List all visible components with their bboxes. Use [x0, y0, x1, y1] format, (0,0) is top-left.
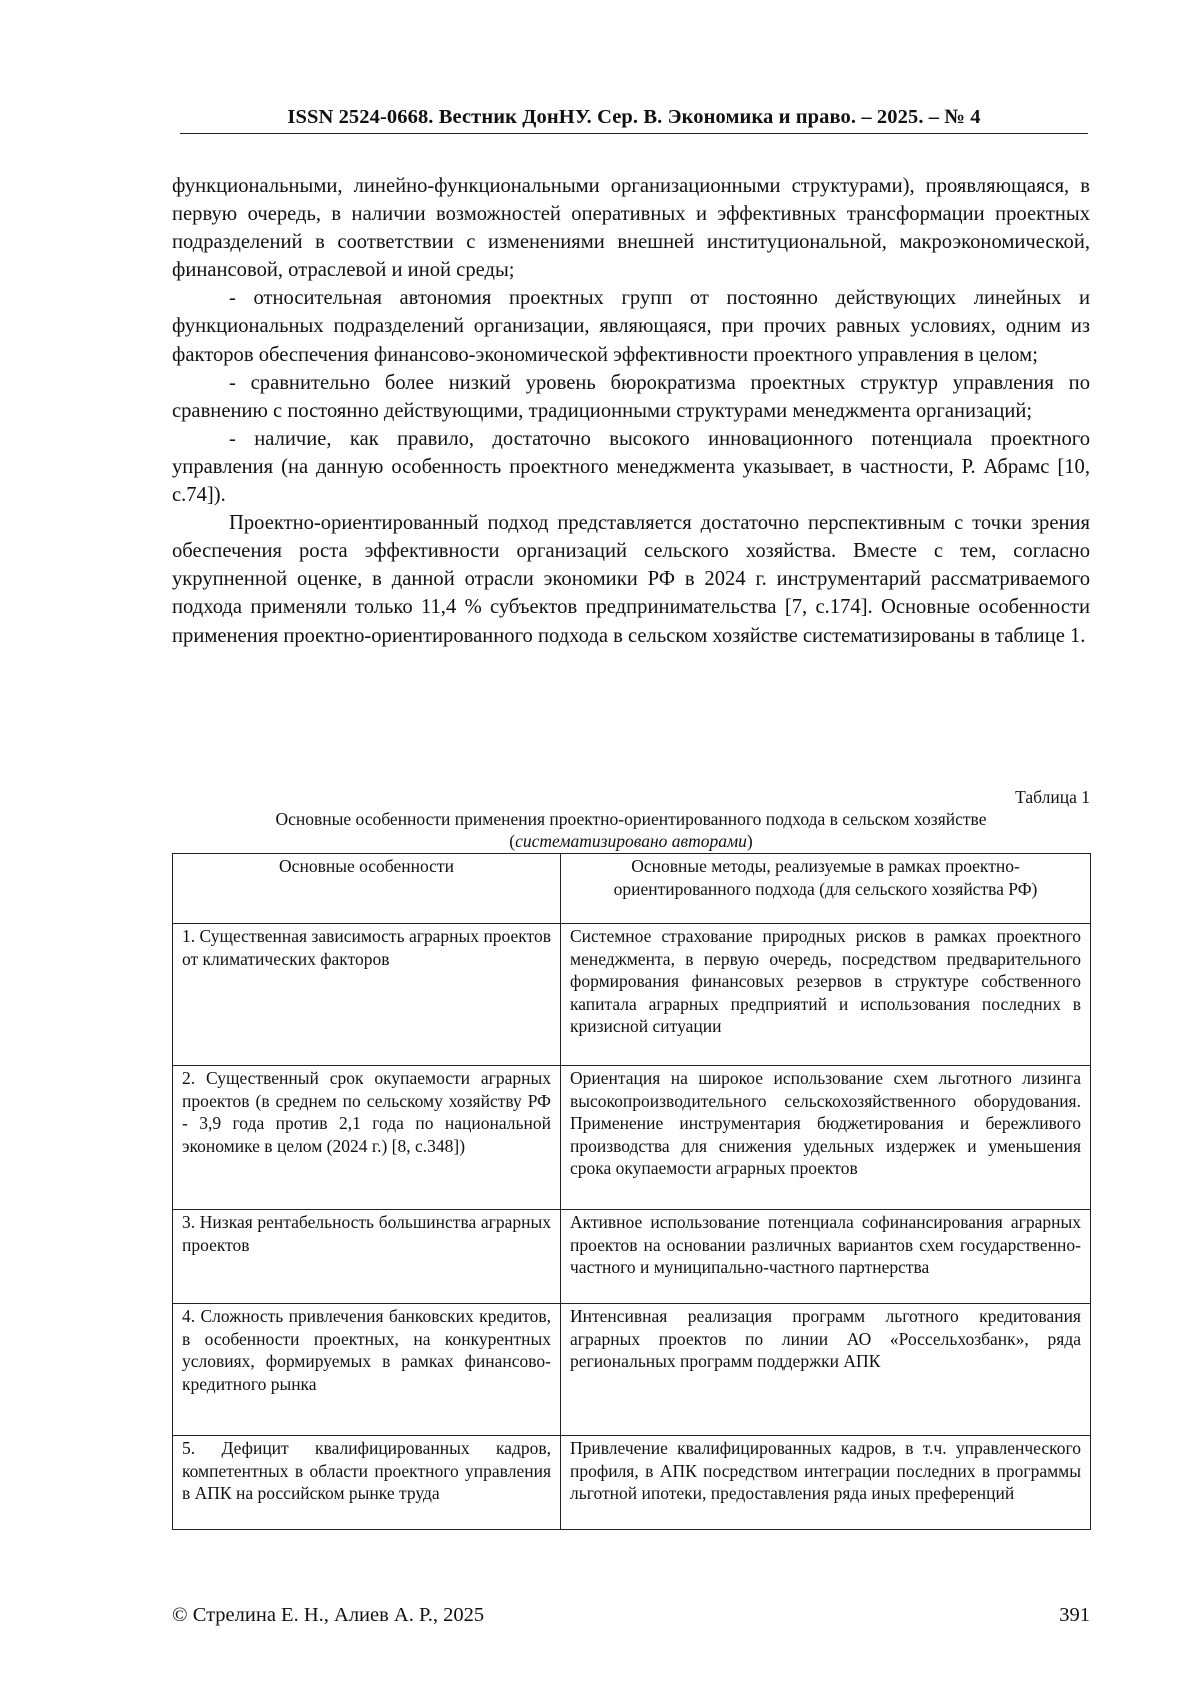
method-cell: Системное страхование природных рисков в рамках проектного менеджмента, в первую очередь, посредством предварительного формирования финансовых резервов в структуре собственного капитала аграрных предприятий и использования последних в кризисной ситуации: [561, 924, 1091, 1066]
table-row: [173, 1304, 1091, 1436]
table-row: [173, 924, 1091, 1066]
feature-cell: 5. Дефицит квалифицированных кадров, компетентных в области проектного управления в АПК на российском рынке труда: [173, 1436, 561, 1530]
header-cell-features: Основные особенности: [173, 854, 561, 924]
paragraph: Проектно-ориентированный подход представляется достаточно перспективным с точки зрения обеспечения роста эффективности организаций сельского хозяйства. Вместе с тем, согласно укрупненной оценке, в данной отрасли экономики РФ в 2024 г. инструментарий рассматриваемого подхода применяли только 11,4 % субъектов предпринимательства [7, с.174]. Основные особенности применения проектно-ориентированного подхода в сельском хозяйстве систематизированы в таблице 1.: [172, 512, 1090, 647]
copyright-text: © Стрелина Е. Н., Алиев А. Р., 2025: [172, 1604, 485, 1626]
method-cell: Привлечение квалифицированных кадров, в т.ч. управленческого профиля, в АПК посредством интеграции последних в программы льготной ипотеки, предоставления ряда иных преференций: [561, 1436, 1091, 1530]
method-cell: Ориентация на широкое использование схем льготного лизинга высокопроизводительного сельскохозяйственного оборудования. Применение инструментария бюджетирования и бережливого производства для снижения удельных издержек и уменьшения срока окупаемости аграрных проектов: [561, 1066, 1091, 1210]
feature-cell: 1. Существенная зависимость аграрных проектов от климатических факторов: [173, 924, 561, 1066]
paragraph: - сравнительно более низкий уровень бюрократизма проектных структур управления по сравнению с постоянно действующими, традиционными структурами менеджмента организаций;: [172, 371, 1090, 422]
table-caption: Основные особенности применения проектно-ориентированного подхода в сельском хозяйстве: [275, 809, 987, 829]
feature-cell: 4. Сложность привлечения банковских кредитов, в особенности проектных, на конкурентных условиях, формируемых в рамках финансово-кредитного рынка: [173, 1304, 561, 1436]
table-header-row: [173, 854, 1091, 924]
table-row: [173, 1436, 1091, 1530]
feature-cell: 2. Существенный срок окупаемости аграрных проектов (в среднем по сельскому хозяйству РФ - 3,9 года против 2,1 года по национальной экономике в целом (2024 г.) [8, с.348]): [173, 1066, 561, 1210]
journal-header: ISSN 2524-0668. Вестник ДонНУ. Сер. В. Экономика и право. – 2025. – № 4: [180, 106, 1088, 134]
paragraph: функциональными, линейно-функциональными организационными структурами), проявляющаяся, в первую очередь, в наличии возможностей оперативных и эффективных трансформации проектных подразделений в соответствии с изменениями внешней институциональной, макроэкономической, финансовой, отраслевой и иной среды;: [172, 175, 1090, 282]
table-number: Таблица 1: [1015, 787, 1090, 807]
body-text: [172, 172, 1090, 650]
table-row: [173, 1066, 1091, 1210]
header-cell-methods: Основные методы, реализуемые в рамках проектно-ориентированного подхода (для сельского хозяйства РФ): [561, 854, 1091, 924]
method-cell: Активное использование потенциала софинансирования аграрных проектов на основании различных вариантов схем государственно-частного и муниципально-частного партнерства: [561, 1210, 1091, 1304]
table-block: [172, 786, 1090, 1530]
page-number: 391: [1059, 1604, 1090, 1626]
table-row: [173, 1210, 1091, 1304]
table-caption-note: (систематизировано авторами): [509, 831, 753, 851]
paragraph: - относительная автономия проектных групп от постоянно действующих линейных и функциональных подразделений организации, являющаяся, при прочих равных условиях, одним из факторов обеспечения финансово-экономической эффективности проектного управления в целом;: [172, 287, 1090, 366]
method-cell: Интенсивная реализация программ льготного кредитования аграрных проектов по линии АО «Россельхозбанк», ряда региональных программ поддержки АПК: [561, 1304, 1091, 1436]
features-table: [172, 853, 1091, 1530]
paragraph: - наличие, как правило, достаточно высокого инновационного потенциала проектного управления (на данную особенность проектного менеджмента указывает, в частности, Р. Абрамс [10, с.74]).: [172, 427, 1090, 507]
feature-cell: 3. Низкая рентабельность большинства аграрных проектов: [173, 1210, 561, 1304]
